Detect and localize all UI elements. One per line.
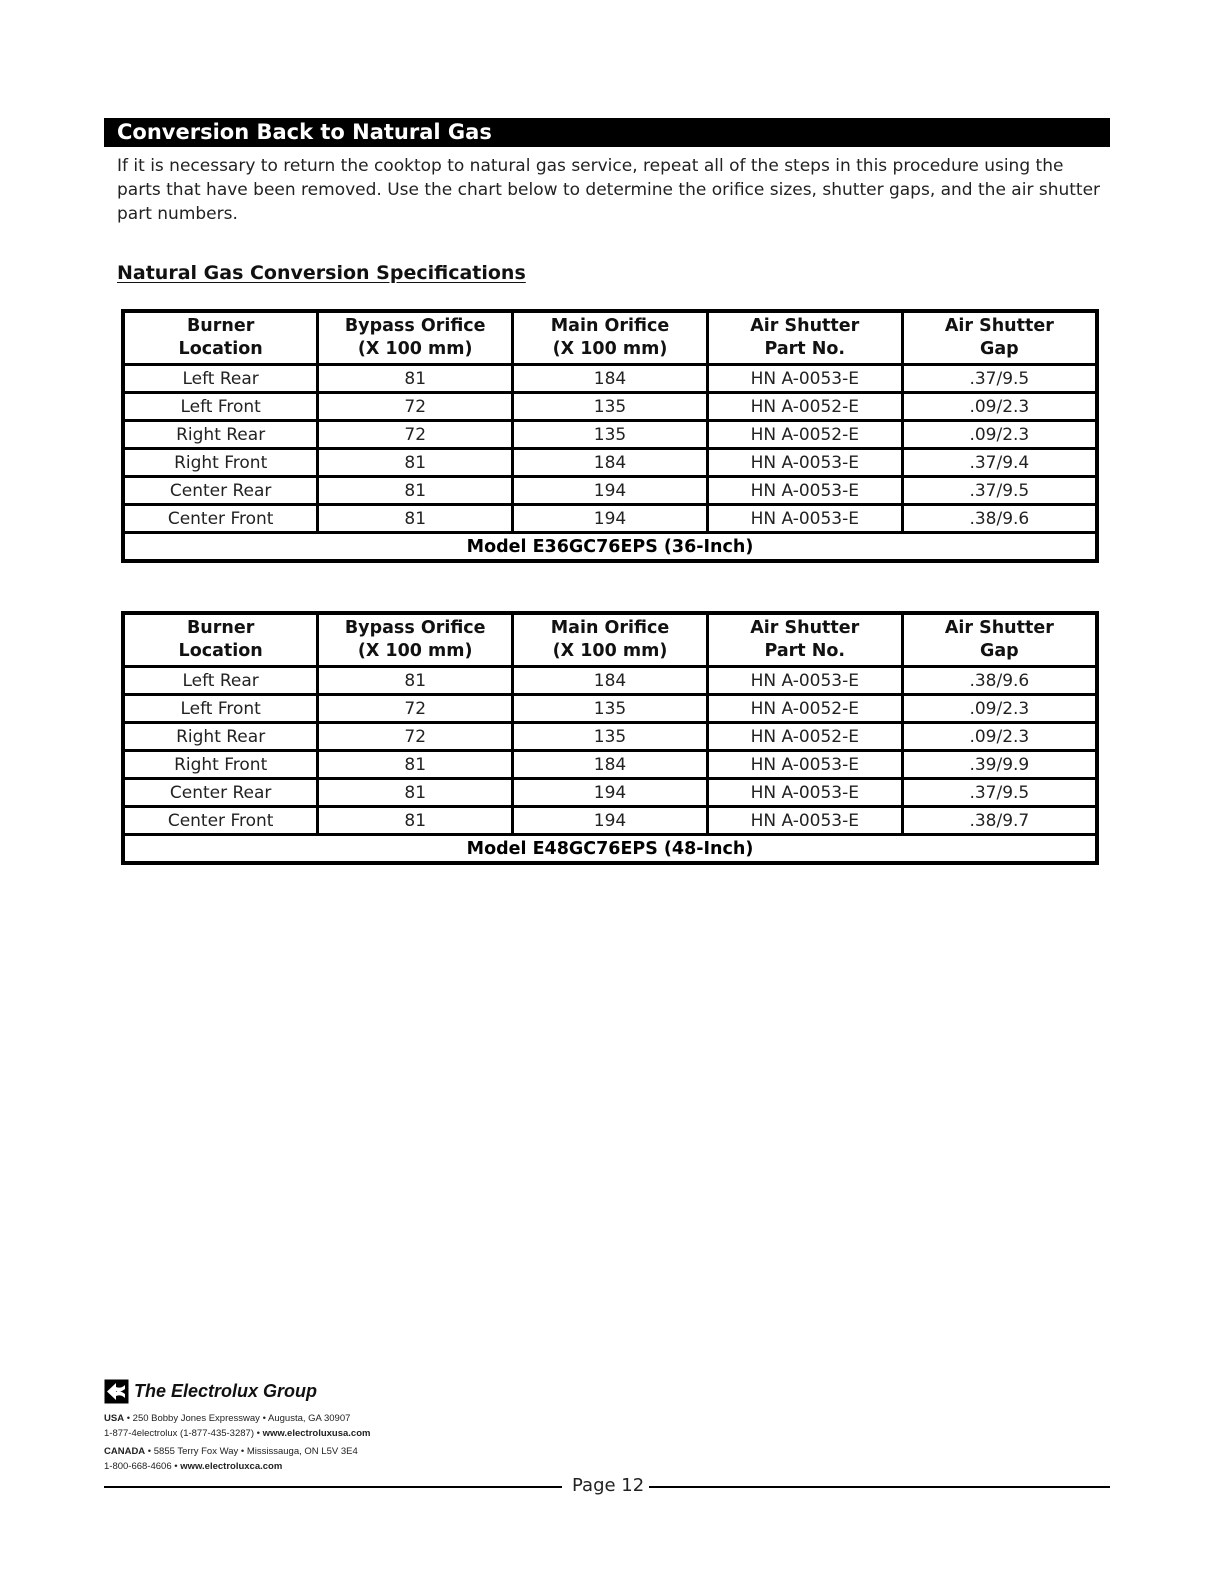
table-row	[123, 807, 1097, 835]
table-header-row	[123, 613, 1097, 667]
table-row	[123, 751, 1097, 779]
table-cell: .09/2.3	[902, 421, 1097, 449]
table-cell: 184	[513, 449, 708, 477]
table-row	[123, 667, 1097, 695]
header-air-shutter-part: Air Shutter Part No.	[707, 613, 902, 667]
table-cell: 135	[513, 695, 708, 723]
table-cell: Center Rear	[123, 779, 318, 807]
table-cell: HN A-0052-E	[707, 393, 902, 421]
header-bypass-orifice: Bypass Orifice (X 100 mm)	[318, 311, 513, 365]
table-cell: 81	[318, 505, 513, 533]
table-cell: 72	[318, 723, 513, 751]
table-row	[123, 365, 1097, 393]
table-cell: 184	[513, 365, 708, 393]
table-row	[123, 505, 1097, 533]
table-cell: 194	[513, 477, 708, 505]
table-cell: 194	[513, 807, 708, 835]
table-cell: 184	[513, 667, 708, 695]
table-cell: 81	[318, 667, 513, 695]
electrolux-logo-icon	[104, 1379, 129, 1404]
table-cell: Center Front	[123, 505, 318, 533]
table-cell: 72	[318, 393, 513, 421]
table-cell: .37/9.4	[902, 449, 1097, 477]
model-row	[123, 533, 1097, 562]
header-bypass-orifice: Bypass Orifice (X 100 mm)	[318, 613, 513, 667]
table-cell: HN A-0052-E	[707, 695, 902, 723]
table-cell: 81	[318, 751, 513, 779]
table-cell: 72	[318, 695, 513, 723]
table-cell: .09/2.3	[902, 393, 1097, 421]
header-main-orifice: Main Orifice (X 100 mm)	[513, 613, 708, 667]
table-cell: 184	[513, 751, 708, 779]
company-name: The Electrolux Group	[134, 1380, 318, 1401]
table-cell: Left Rear	[123, 667, 318, 695]
table-cell: 72	[318, 421, 513, 449]
table-cell: 135	[513, 723, 708, 751]
table-cell: HN A-0053-E	[707, 779, 902, 807]
table-cell: Right Rear	[123, 723, 318, 751]
table-cell: Right Front	[123, 449, 318, 477]
table-cell: .39/9.9	[902, 751, 1097, 779]
spec-table-48-inch	[121, 611, 1099, 865]
table-cell: 81	[318, 449, 513, 477]
table-cell: .37/9.5	[902, 477, 1097, 505]
intro-paragraph: If it is necessary to return the cooktop to natural gas service, repeat all of the steps in this procedure using the parts that have been removed. Use the chart below to determine the orifice sizes, shutter gaps, and the air shutter part numbers.	[117, 156, 1101, 224]
spec-table-36-inch	[121, 309, 1099, 563]
footer-rule-left	[104, 1486, 562, 1488]
header-burner-location: Burner Location	[123, 613, 318, 667]
usa-address: USA • 250 Bobby Jones Expressway • Augusta, GA 30907 1-877-4electrolux (1-877-435-3287) • www.electroluxusa.com	[104, 1413, 371, 1439]
model-label: Model E48GC76EPS (48-Inch)	[123, 835, 1097, 864]
table-cell: HN A-0053-E	[707, 477, 902, 505]
specifications-heading: Natural Gas Conversion Specifications	[117, 262, 526, 284]
table-row	[123, 695, 1097, 723]
usa-website-link: www.electroluxusa.com	[262, 1428, 371, 1439]
table-cell: .09/2.3	[902, 695, 1097, 723]
table-row	[123, 393, 1097, 421]
header-air-shutter-gap: Air Shutter Gap	[902, 311, 1097, 365]
table-cell: HN A-0053-E	[707, 807, 902, 835]
table-cell: HN A-0053-E	[707, 505, 902, 533]
header-air-shutter-part: Air Shutter Part No.	[707, 311, 902, 365]
section-title: Conversion Back to Natural Gas	[104, 118, 1110, 147]
table-cell: 135	[513, 393, 708, 421]
table-cell: .38/9.7	[902, 807, 1097, 835]
table-row	[123, 421, 1097, 449]
table-cell: .38/9.6	[902, 505, 1097, 533]
footer-rule-right	[649, 1486, 1110, 1488]
table-cell: Left Front	[123, 393, 318, 421]
canada-website-link: www.electroluxca.com	[180, 1461, 283, 1472]
table-cell: Right Rear	[123, 421, 318, 449]
table-row	[123, 477, 1097, 505]
table-cell: Left Front	[123, 695, 318, 723]
table-cell: HN A-0053-E	[707, 449, 902, 477]
canada-address: CANADA • 5855 Terry Fox Way • Mississauga, ON L5V 3E4 1-800-668-4606 • www.electroluxca.com	[104, 1446, 358, 1472]
table-cell: HN A-0053-E	[707, 365, 902, 393]
page-number: Page 12	[572, 1475, 645, 1496]
table-cell: Center Rear	[123, 477, 318, 505]
table-cell: 81	[318, 807, 513, 835]
table-cell: Right Front	[123, 751, 318, 779]
header-burner-location: Burner Location	[123, 311, 318, 365]
table-header-row	[123, 311, 1097, 365]
table-cell: HN A-0052-E	[707, 421, 902, 449]
table-row	[123, 779, 1097, 807]
table-cell: Center Front	[123, 807, 318, 835]
table-cell: .38/9.6	[902, 667, 1097, 695]
table-cell: HN A-0052-E	[707, 723, 902, 751]
table-row	[123, 723, 1097, 751]
table-cell: HN A-0053-E	[707, 667, 902, 695]
table-cell: Left Rear	[123, 365, 318, 393]
table-cell: 81	[318, 477, 513, 505]
table-cell: HN A-0053-E	[707, 751, 902, 779]
model-label: Model E36GC76EPS (36-Inch)	[123, 533, 1097, 562]
table-cell: 194	[513, 505, 708, 533]
model-row	[123, 835, 1097, 864]
header-air-shutter-gap: Air Shutter Gap	[902, 613, 1097, 667]
header-main-orifice: Main Orifice (X 100 mm)	[513, 311, 708, 365]
table-cell: 194	[513, 779, 708, 807]
table-cell: 81	[318, 365, 513, 393]
table-cell: 135	[513, 421, 708, 449]
table-row	[123, 449, 1097, 477]
table-cell: .37/9.5	[902, 365, 1097, 393]
table-cell: .37/9.5	[902, 779, 1097, 807]
company-logo	[104, 1377, 317, 1405]
table-cell: 81	[318, 779, 513, 807]
table-cell: .09/2.3	[902, 723, 1097, 751]
